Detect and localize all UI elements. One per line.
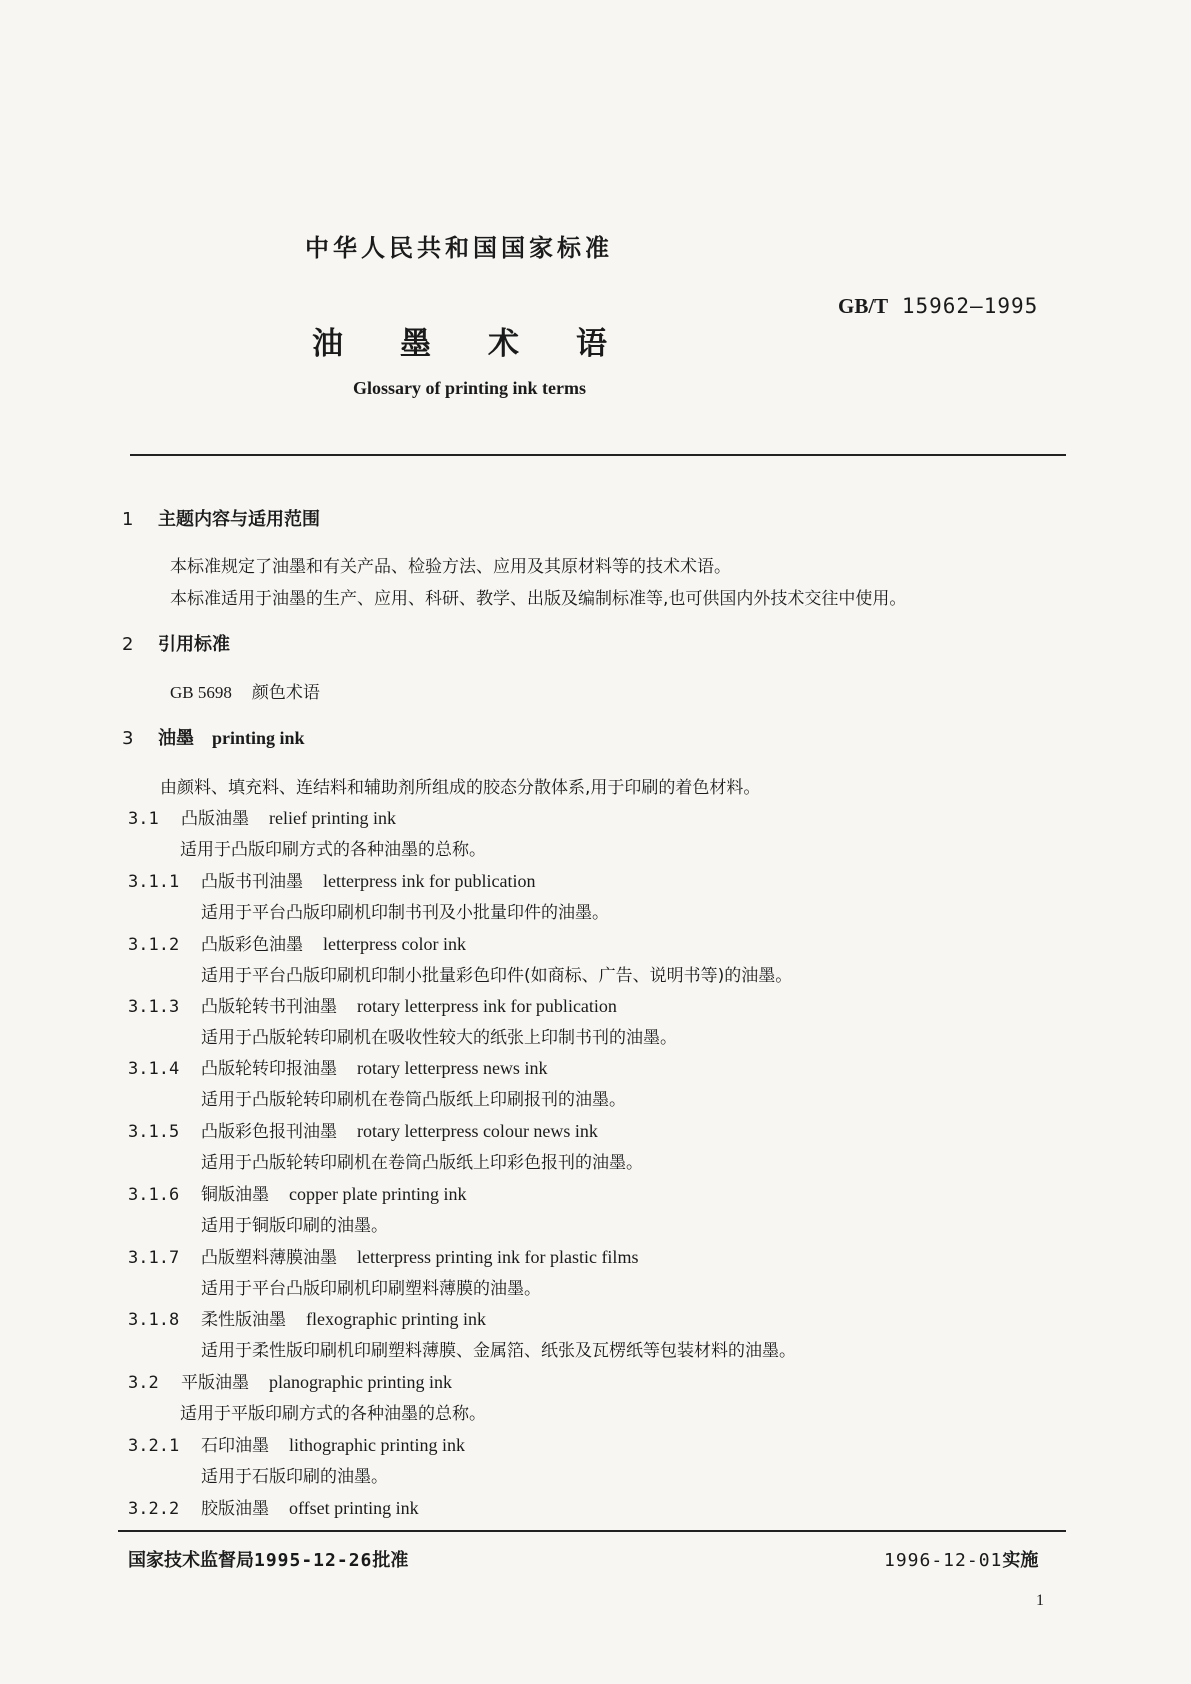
section-number: 3 (122, 728, 134, 749)
term-number: 3.2.1 (128, 1436, 180, 1456)
term-number: 3.1.7 (128, 1248, 180, 1268)
term-definition: 适用于平台凸版印刷机印制书刊及小批量印件的油墨。 (201, 903, 609, 923)
section-1-heading (122, 505, 320, 531)
standard-prefix: GB/T (838, 294, 889, 318)
title-char: 油 (312, 326, 343, 362)
term-entry (128, 992, 617, 1017)
section-1-paragraph: 本标准适用于油墨的生产、应用、科研、教学、出版及编制标准等,也可供国内外技术交往中使用。 (170, 589, 907, 609)
term-chinese: 凸版书刊油墨 (201, 872, 303, 892)
term-entry (128, 930, 466, 955)
term-entry (128, 1431, 465, 1456)
term-english: rotary letterpress news ink (357, 1058, 548, 1078)
english-title: Glossary of printing ink terms (353, 378, 587, 398)
document-title (312, 318, 664, 363)
term-entry (128, 1494, 419, 1519)
implementation-date: 1996-12-01 (884, 1550, 1003, 1571)
term-chinese: 平版油墨 (181, 1373, 249, 1393)
term-definition: 适用于凸版轮转印刷机在卷筒凸版纸上印彩色报刊的油墨。 (201, 1153, 643, 1173)
section-3-definition: 由颜料、填充料、连结料和辅助剂所组成的胶态分散体系,用于印刷的着色材料。 (160, 778, 761, 798)
term-number: 3.2 (128, 1373, 159, 1393)
term-english: offset printing ink (289, 1498, 419, 1518)
section-number: 2 (122, 634, 134, 655)
term-number: 3.2.2 (128, 1499, 180, 1519)
section-title: 主题内容与适用范围 (158, 509, 320, 530)
reference-title: 颜色术语 (251, 683, 320, 703)
term-chinese: 凸版彩色报刊油墨 (201, 1122, 337, 1142)
term-entry (128, 1368, 452, 1393)
term-chinese: 凸版油墨 (181, 809, 249, 829)
term-english: rotary letterpress ink for publication (357, 996, 617, 1016)
normative-reference (170, 678, 320, 703)
term-number: 3.1.6 (128, 1185, 180, 1205)
footer-divider (118, 1530, 1066, 1532)
term-english: lithographic printing ink (289, 1435, 465, 1455)
term-entry (128, 1117, 598, 1142)
term-chinese: 铜版油墨 (201, 1185, 269, 1205)
approval-date: 1995-12-26 (254, 1550, 373, 1571)
reference-code: GB 5698 (170, 683, 232, 702)
term-definition: 适用于凸版轮转印刷机在吸收性较大的纸张上印制书刊的油墨。 (201, 1028, 677, 1048)
term-english: planographic printing ink (269, 1372, 452, 1392)
standard-code: 15962—1995 (901, 294, 1039, 318)
section-3-heading (122, 724, 305, 750)
term-english: letterpress color ink (323, 934, 466, 954)
title-char: 墨 (400, 326, 431, 362)
term-definition: 适用于石版印刷的油墨。 (201, 1467, 388, 1487)
term-entry (128, 867, 535, 892)
approving-authority: 国家技术监督局 (128, 1550, 254, 1571)
title-char: 术 (488, 326, 519, 362)
term-entry (128, 1180, 466, 1205)
term-number: 3.1.2 (128, 935, 180, 955)
term-english: letterpress printing ink for plastic films (357, 1247, 639, 1267)
implementation-line (884, 1546, 1038, 1572)
term-entry (128, 1243, 638, 1268)
section-1-paragraph: 本标准规定了油墨和有关产品、检验方法、应用及其原材料等的技术术语。 (170, 557, 731, 577)
term-english: flexographic printing ink (306, 1309, 486, 1329)
term-chinese: 胶版油墨 (201, 1499, 269, 1519)
term-english: copper plate printing ink (289, 1184, 467, 1204)
section-2-heading (122, 630, 230, 656)
term-english: rotary letterpress colour news ink (357, 1121, 598, 1141)
section-title-cn: 油墨 (158, 728, 194, 749)
implementation-label: 实施 (1002, 1550, 1039, 1571)
term-number: 3.1.4 (128, 1059, 180, 1079)
header-divider (130, 454, 1066, 456)
term-entry (128, 1054, 547, 1079)
term-definition: 适用于柔性版印刷机印刷塑料薄膜、金属箔、纸张及瓦楞纸等包装材料的油墨。 (201, 1341, 796, 1361)
term-definition: 适用于铜版印刷的油墨。 (201, 1216, 388, 1236)
term-chinese: 石印油墨 (201, 1436, 269, 1456)
term-chinese: 凸版塑料薄膜油墨 (201, 1248, 337, 1268)
term-chinese: 凸版轮转印报油墨 (201, 1059, 337, 1079)
section-number: 1 (122, 509, 134, 530)
country-standard-heading: 中华人民共和国国家标准 (305, 234, 613, 262)
term-chinese: 凸版彩色油墨 (201, 935, 303, 955)
approval-line (128, 1546, 408, 1572)
page-number: 1 (1036, 1592, 1044, 1609)
term-number: 3.1.5 (128, 1122, 180, 1142)
term-number: 3.1.8 (128, 1310, 180, 1330)
term-definition: 适用于平版印刷方式的各种油墨的总称。 (180, 1404, 486, 1424)
term-entry (128, 804, 396, 829)
approval-label: 批准 (372, 1550, 409, 1571)
term-chinese: 凸版轮转书刊油墨 (201, 997, 337, 1017)
term-definition: 适用于凸版印刷方式的各种油墨的总称。 (180, 840, 486, 860)
standard-number (838, 294, 1038, 319)
term-definition: 适用于凸版轮转印刷机在卷筒凸版纸上印刷报刊的油墨。 (201, 1090, 626, 1110)
term-entry (128, 1305, 486, 1330)
term-number: 3.1.1 (128, 872, 180, 892)
section-title: 引用标准 (158, 634, 230, 655)
term-number: 3.1.3 (128, 997, 180, 1017)
term-definition: 适用于平台凸版印刷机印制小批量彩色印件(如商标、广告、说明书等)的油墨。 (201, 966, 793, 986)
term-english: relief printing ink (269, 808, 396, 828)
term-english: letterpress ink for publication (323, 871, 536, 891)
section-title-en: printing ink (212, 728, 305, 748)
term-chinese: 柔性版油墨 (201, 1310, 286, 1330)
term-number: 3.1 (128, 809, 159, 829)
term-definition: 适用于平台凸版印刷机印刷塑料薄膜的油墨。 (201, 1279, 541, 1299)
title-char: 语 (576, 326, 607, 362)
